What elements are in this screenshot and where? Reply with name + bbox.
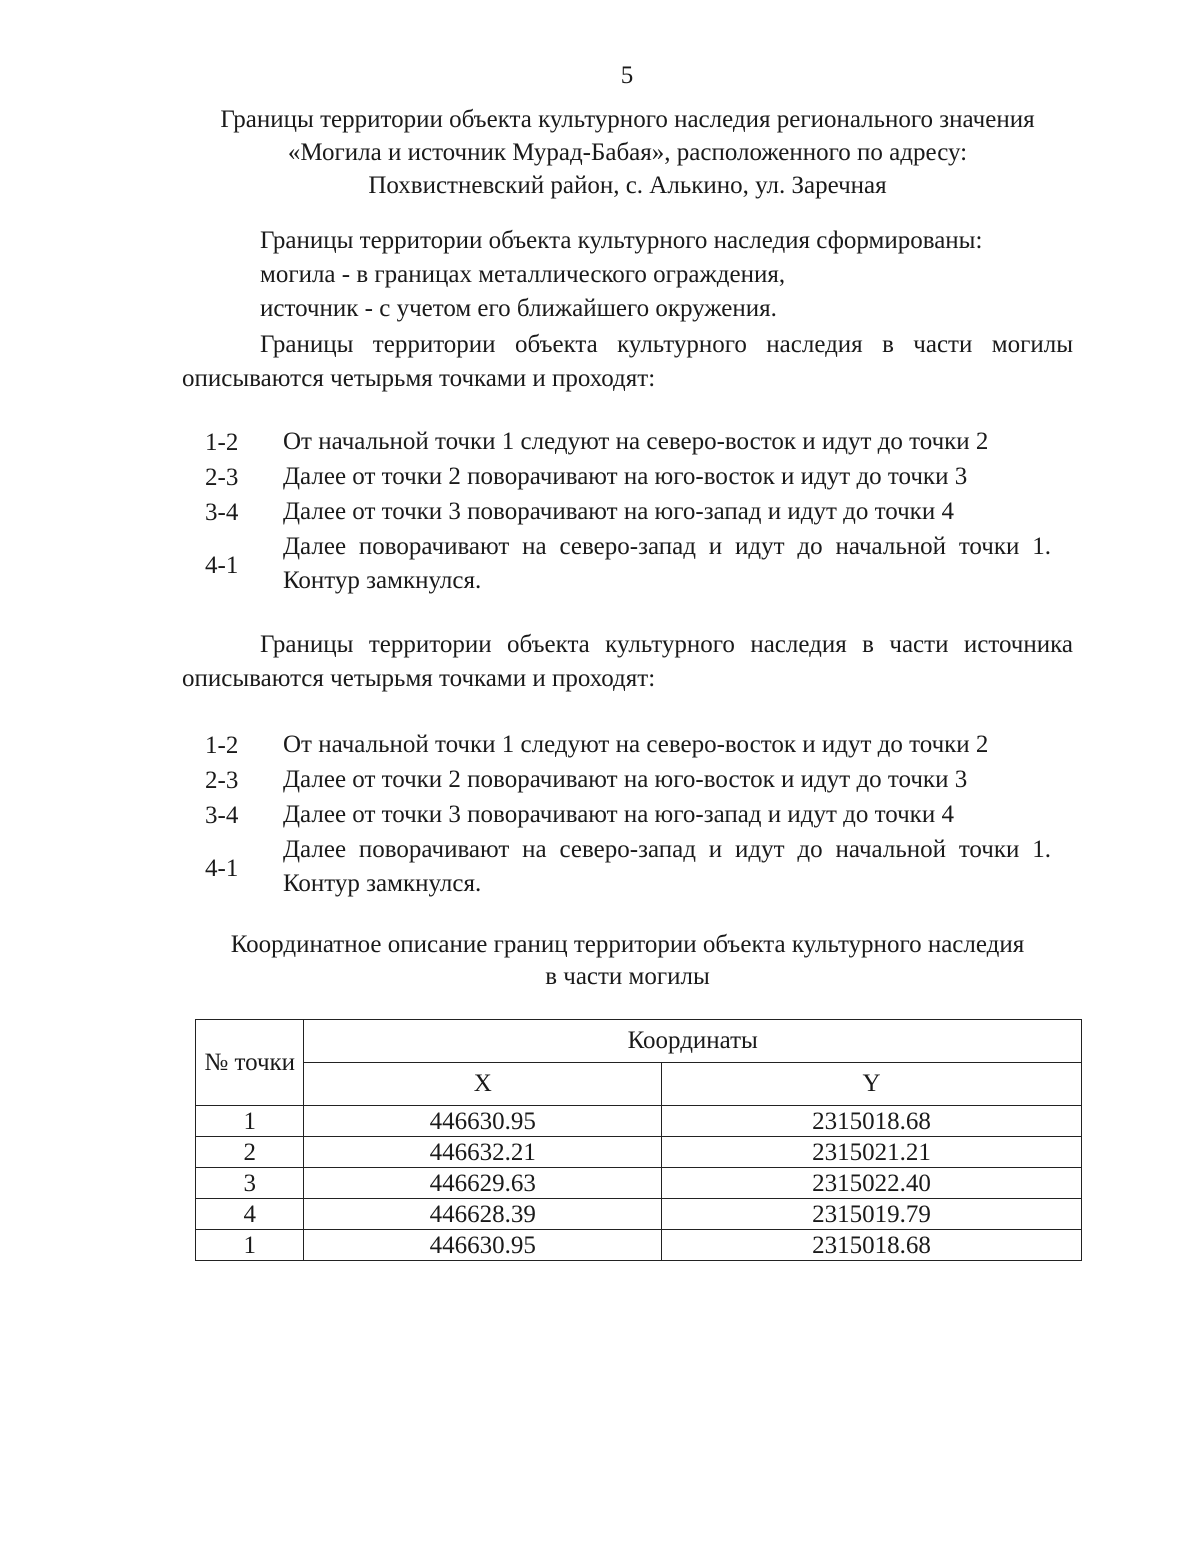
step-text-line: Далее поворачивают на северо-запад и идут до начальной точки 1. xyxy=(283,836,1051,863)
y-header: Y xyxy=(662,1063,1082,1106)
intro-block xyxy=(260,224,982,326)
intro-line: могила - в границах металлического ограждения, xyxy=(260,261,786,288)
boundary-step xyxy=(200,798,1060,833)
y-cell: 2315021.21 xyxy=(662,1137,1082,1168)
step-code: 2-3 xyxy=(205,767,239,794)
step-text-line: Контур замкнулся. xyxy=(283,870,482,897)
paragraph-line: описываются четырьмя точками и проходят: xyxy=(182,665,656,692)
step-text xyxy=(283,530,1051,598)
x-header: X xyxy=(304,1063,662,1106)
boundary-step xyxy=(200,495,1060,530)
step-code: 4-1 xyxy=(205,855,239,882)
paragraph-line: Границы территории объекта культурного наследия в части могилы xyxy=(260,331,1073,358)
point-number-header: № точки xyxy=(196,1020,304,1106)
spring-boundary-paragraph xyxy=(182,628,1073,696)
step-code: 2-3 xyxy=(205,464,239,491)
step-text: От начальной точки 1 следуют на северо-восток и идут до точки 2 xyxy=(283,428,989,455)
table-title-line: в части могилы xyxy=(545,963,710,990)
paragraph-line: Границы территории объекта культурного наследия в части источника xyxy=(260,631,1073,658)
step-text xyxy=(283,833,1051,901)
title-line: Границы территории объекта культурного наследия регионального значения xyxy=(220,106,1035,133)
intro-line: источник - с учетом его ближайшего окружения. xyxy=(260,295,777,322)
table-title-line: Координатное описание границ территории объекта культурного наследия xyxy=(230,931,1025,958)
intro-line: Границы территории объекта культурного наследия сформированы: xyxy=(260,227,983,254)
boundary-step xyxy=(200,530,1060,600)
step-code: 4-1 xyxy=(205,552,239,579)
point-number-cell: 4 xyxy=(196,1199,304,1230)
title-line: Похвистневский район, с. Алькино, ул. Заречная xyxy=(368,172,887,199)
spring-boundary-steps xyxy=(200,728,1060,903)
table-title xyxy=(150,929,1105,993)
coordinates-table xyxy=(195,1019,1082,1261)
title-line: «Могила и источник Мурад-Бабая», расположенного по адресу: xyxy=(287,139,968,166)
y-cell: 2315022.40 xyxy=(662,1168,1082,1199)
step-text: От начальной точки 1 следуют на северо-восток и идут до точки 2 xyxy=(283,731,989,758)
y-cell: 2315019.79 xyxy=(662,1199,1082,1230)
table-row xyxy=(196,1137,1082,1168)
table-row xyxy=(196,1230,1082,1261)
step-text-line: Далее поворачивают на северо-запад и идут до начальной точки 1. xyxy=(283,533,1051,560)
table-row xyxy=(196,1106,1082,1137)
step-text: Далее от точки 3 поворачивают на юго-запад и идут до точки 4 xyxy=(283,801,954,828)
boundary-step xyxy=(200,833,1060,903)
paragraph-line: описываются четырьмя точками и проходят: xyxy=(182,365,656,392)
step-text: Далее от точки 3 поворачивают на юго-запад и идут до точки 4 xyxy=(283,498,954,525)
step-code: 3-4 xyxy=(205,802,239,829)
step-text-line: Контур замкнулся. xyxy=(283,567,482,594)
grave-boundary-steps xyxy=(200,425,1060,600)
grave-boundary-paragraph xyxy=(182,328,1073,396)
step-code: 1-2 xyxy=(205,732,239,759)
x-cell: 446628.39 xyxy=(304,1199,662,1230)
y-cell: 2315018.68 xyxy=(662,1106,1082,1137)
boundary-step xyxy=(200,460,1060,495)
coordinates-header: Координаты xyxy=(304,1020,1082,1063)
point-number-cell: 3 xyxy=(196,1168,304,1199)
step-code: 1-2 xyxy=(205,429,239,456)
x-cell: 446629.63 xyxy=(304,1168,662,1199)
step-text: Далее от точки 2 поворачивают на юго-восток и идут до точки 3 xyxy=(283,463,968,490)
point-number-cell: 1 xyxy=(196,1230,304,1261)
x-cell: 446630.95 xyxy=(304,1106,662,1137)
document-title xyxy=(150,103,1105,202)
table-row xyxy=(196,1199,1082,1230)
boundary-step xyxy=(200,425,1060,460)
x-cell: 446632.21 xyxy=(304,1137,662,1168)
y-cell: 2315018.68 xyxy=(662,1230,1082,1261)
point-number-cell: 1 xyxy=(196,1106,304,1137)
boundary-step xyxy=(200,763,1060,798)
boundary-step xyxy=(200,728,1060,763)
step-code: 3-4 xyxy=(205,499,239,526)
point-number-cell: 2 xyxy=(196,1137,304,1168)
x-cell: 446630.95 xyxy=(304,1230,662,1261)
table-row xyxy=(196,1168,1082,1199)
page-number: 5 xyxy=(620,62,634,89)
step-text: Далее от точки 2 поворачивают на юго-восток и идут до точки 3 xyxy=(283,766,968,793)
